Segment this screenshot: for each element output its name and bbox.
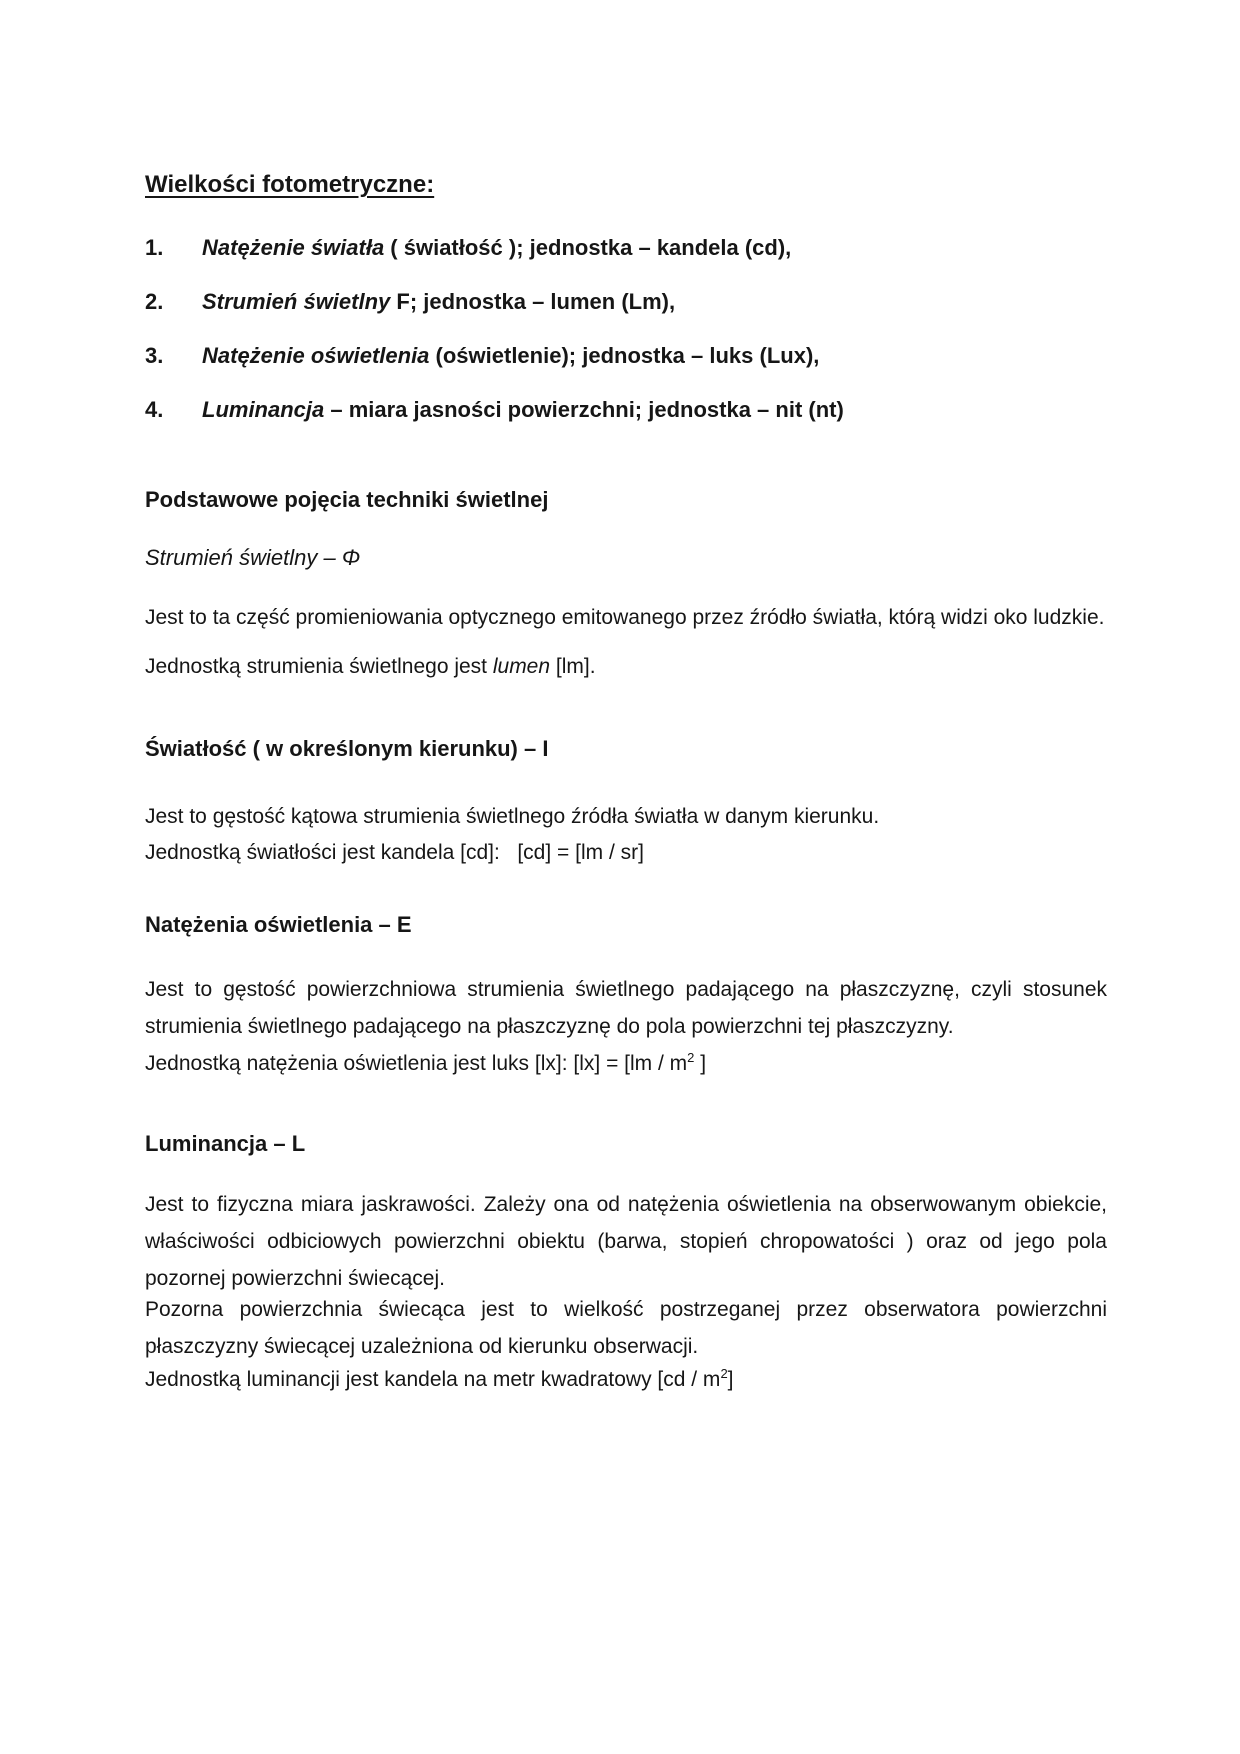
photometric-quantities-list <box>145 234 1107 424</box>
list-item <box>145 288 1107 316</box>
subheading-luminous-flux: Strumień świetlny – Φ <box>145 545 361 570</box>
list-item <box>145 396 1107 424</box>
list-item-text <box>202 396 1107 424</box>
line-luminous-intensity-unit: Jednostką światłości jest kandela [cd]: [cd] = [lm / sr] <box>145 841 644 864</box>
paragraph-apparent-surface: Pozorna powierzchnia świecąca jest to wielkość postrzeganej przez obserwatora powierzchni płaszczyzny świecącej uzależniona od kierunku obserwacji. <box>145 1298 1107 1358</box>
line-luminous-flux-unit <box>145 648 1107 685</box>
paragraph-luminous-intensity <box>145 799 1107 871</box>
list-item-number: 2. <box>145 289 164 314</box>
document-content <box>145 172 1107 1398</box>
list-item-number: 4. <box>145 397 164 422</box>
list-item <box>145 234 1107 262</box>
list-item-text <box>202 342 1107 370</box>
list-item-term: Natężenie oświetlenia <box>202 343 430 368</box>
superscript-two: 2 <box>687 1050 695 1065</box>
list-item-rest: (oświetlenie); jednostka – luks (Lux), <box>429 343 820 368</box>
list-item-number: 3. <box>145 343 164 368</box>
paragraph-luminous-flux-definition: Jest to ta część promieniowania optycznego emitowanego przez źródło światła, którą widzi oko ludzkie. <box>145 606 1105 629</box>
line-luminous-intensity-definition: Jest to gęstość kątowa strumienia świetlnego źródła światła w danym kierunku. <box>145 805 880 828</box>
list-item-term: Luminancja <box>202 397 325 422</box>
list-item-text <box>202 288 1107 316</box>
unit-text-pre: Jednostką luminancji jest kandela na metr kwadratowy [cd / m <box>145 1368 721 1391</box>
line-illuminance-unit <box>145 1045 1107 1082</box>
section-heading-luminance: Luminancja – L <box>145 1131 306 1156</box>
section-heading-illuminance: Natężenia oświetlenia – E <box>145 912 412 937</box>
list-item-term: Natężenie światła <box>202 235 385 260</box>
unit-text-post: [lm]. <box>550 655 596 678</box>
list-item-number: 1. <box>145 235 164 260</box>
paragraph-luminance-definition: Jest to fizyczna miara jaskrawości. Zależy ona od natężenia oświetlenia na obserwowanym obiekcie, właściwości odbiciowych powierzchni obiektu (barwa, stopień chropowatości ) oraz od jego pola pozornej powierzchni świecącej. <box>145 1193 1107 1290</box>
list-item-text <box>202 234 1107 262</box>
unit-term-lumen: lumen <box>492 655 551 678</box>
section-heading-basic-concepts: Podstawowe pojęcia techniki świetlnej <box>145 487 549 512</box>
unit-text-post: ] <box>694 1052 707 1075</box>
unit-text-post: ] <box>727 1368 734 1391</box>
superscript-two: 2 <box>720 1366 728 1381</box>
section-heading-luminous-intensity: Światłość ( w określonym kierunku) – I <box>145 736 549 761</box>
line-luminance-unit <box>145 1361 1107 1398</box>
unit-text-pre: Jednostką natężenia oświetlenia jest luks [lx]: [lx] = [lm / m <box>145 1052 688 1075</box>
list-item-rest: – miara jasności powierzchni; jednostka – nit (nt) <box>324 397 844 422</box>
list-item <box>145 342 1107 370</box>
document-title: Wielkości fotometryczne: <box>145 171 435 198</box>
unit-text-pre: Jednostką strumienia świetlnego jest <box>145 655 493 678</box>
list-item-rest: F; jednostka – lumen (Lm), <box>390 289 676 314</box>
list-item-rest: ( światłość ); jednostka – kandela (cd), <box>384 235 792 260</box>
paragraph-illuminance-definition: Jest to gęstość powierzchniowa strumienia świetlnego padającego na płaszczyznę, czyli stosunek strumienia świetlnego padającego na płaszczyznę do pola powierzchni tej płaszczyzny. <box>145 978 1107 1038</box>
list-item-term: Strumień świetlny <box>202 289 391 314</box>
